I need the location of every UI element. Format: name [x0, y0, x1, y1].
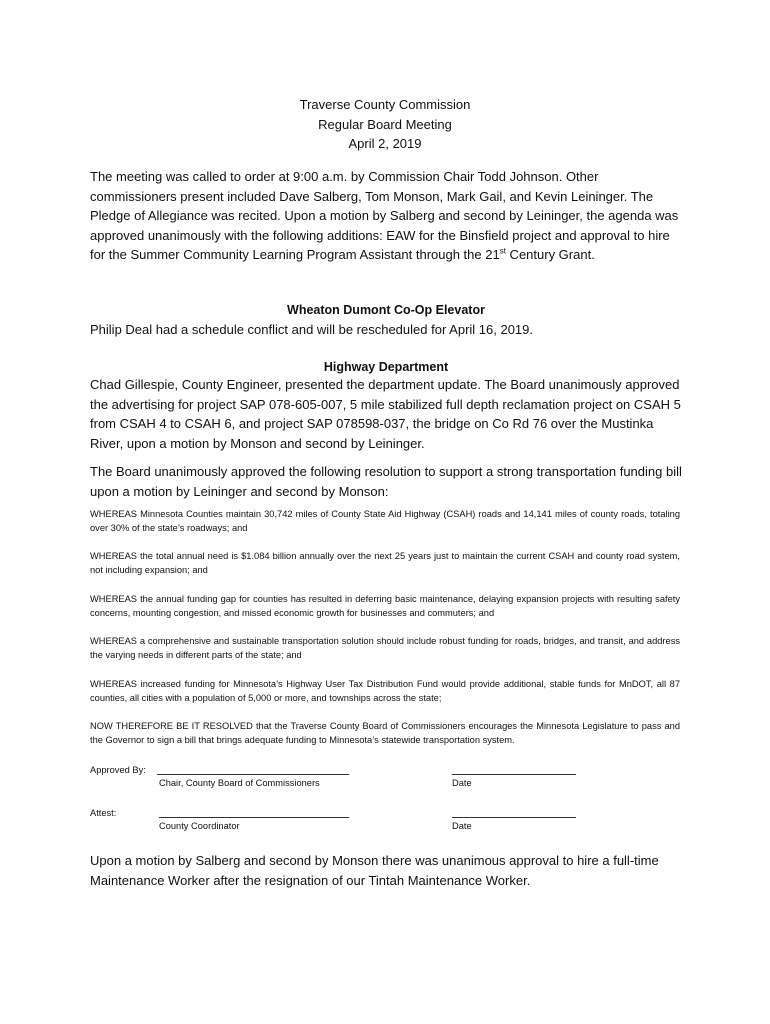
- highway-section: [90, 360, 682, 453]
- highway-text: Chad Gillespie, County Engineer, presented the department update. The Board unanimously approved the advertising for project SAP 078-605-007, 5 mile stabilized full depth reclamation project on CSAH 5 from CSAH 4 to CSAH 6, and project SAP 078598-037, the bridge on Co Rd 76 over the Mustinka River, upon a motion by Monson and second by Leininger.: [90, 377, 681, 451]
- elevator-section: [90, 303, 682, 340]
- intro-paragraph: [90, 167, 682, 265]
- whereas-clause-1: WHEREAS Minnesota Counties maintain 30,742 miles of County State Aid Highway (CSAH) roads and 14,141 miles of county roads, totaling over 30% of the state’s roadways; and: [90, 509, 680, 534]
- document-header: [90, 95, 680, 154]
- coordinator-caption: County Coordinator: [159, 821, 240, 831]
- header-meeting-type: Regular Board Meeting: [318, 116, 452, 132]
- intro-text: The meeting was called to order at 9:00 a.m. by Commission Chair Todd Johnson. Other commissioners present included Dave Salberg, Tom Monson, Mark Gail, and Kevin Leininger. The Pledge of Allegiance was recited. Upon a motion by Salberg and second by Leininger, the agenda was approved unanimously with the following additions: EAW for the Binsfield project and approval to hire for the Summer Community Learning Program Assistant through the 21: [90, 169, 679, 263]
- maintenance-worker-paragraph: Upon a motion by Salberg and second by Monson there was unanimous approval to hire a full-time Maintenance Worker after the resignation of our Tintah Maintenance Worker.: [90, 853, 659, 888]
- intro-tail: Century Grant.: [505, 247, 595, 263]
- date-caption-1: Date: [452, 778, 472, 788]
- resolved-clause: NOW THEREFORE BE IT RESOLVED that the Traverse County Board of Commissioners encourages the Minnesota Legislature to pass and the Governor to sign a bill that brings adequate funding to Minnesota’s statewide transportation system.: [90, 721, 680, 746]
- header-commission: Traverse County Commission: [299, 97, 471, 112]
- whereas-clause-2: WHEREAS the total annual need is $1.084 billion annually over the next 25 years just to maintain the current CSAH and county road system, not including expansion; and: [90, 551, 680, 576]
- elevator-heading: Wheaton Dumont Co-Op Elevator: [287, 303, 485, 317]
- attest-label: Attest:: [90, 808, 117, 818]
- highway-heading: Highway Department: [323, 360, 449, 374]
- whereas-clause-4: WHEREAS a comprehensive and sustainable transportation solution should include robust funding for roads, bridges, and transit, and address the varying needs in different parts of the state; and: [90, 636, 680, 661]
- resolution-intro: The Board unanimously approved the following resolution to support a strong transportation funding bill upon a motion by Leininger and second by Monson:: [90, 464, 682, 499]
- date-caption-2: Date: [452, 821, 472, 831]
- chair-caption: Chair, County Board of Commissioners: [159, 778, 320, 788]
- whereas-clause-5: WHEREAS increased funding for Minnesota’s Highway User Tax Distribution Fund would provide additional, stable funds for MnDOT, all 87 counties, all cities with a population of 5,000 or more, and townships across the state;: [90, 679, 680, 704]
- approved-by-label: Approved By:: [90, 765, 146, 775]
- intro-superscript: st: [499, 247, 506, 257]
- header-date: April 2, 2019: [348, 136, 422, 151]
- whereas-clause-3: WHEREAS the annual funding gap for counties has resulted in deferring basic maintenance, delaying expansion projects with resulting safety concerns, mounting congestion, and missed economic growth for businesses and commuters; and: [90, 594, 680, 619]
- elevator-text: Philip Deal had a schedule conflict and will be rescheduled for April 16, 2019.: [90, 322, 533, 337]
